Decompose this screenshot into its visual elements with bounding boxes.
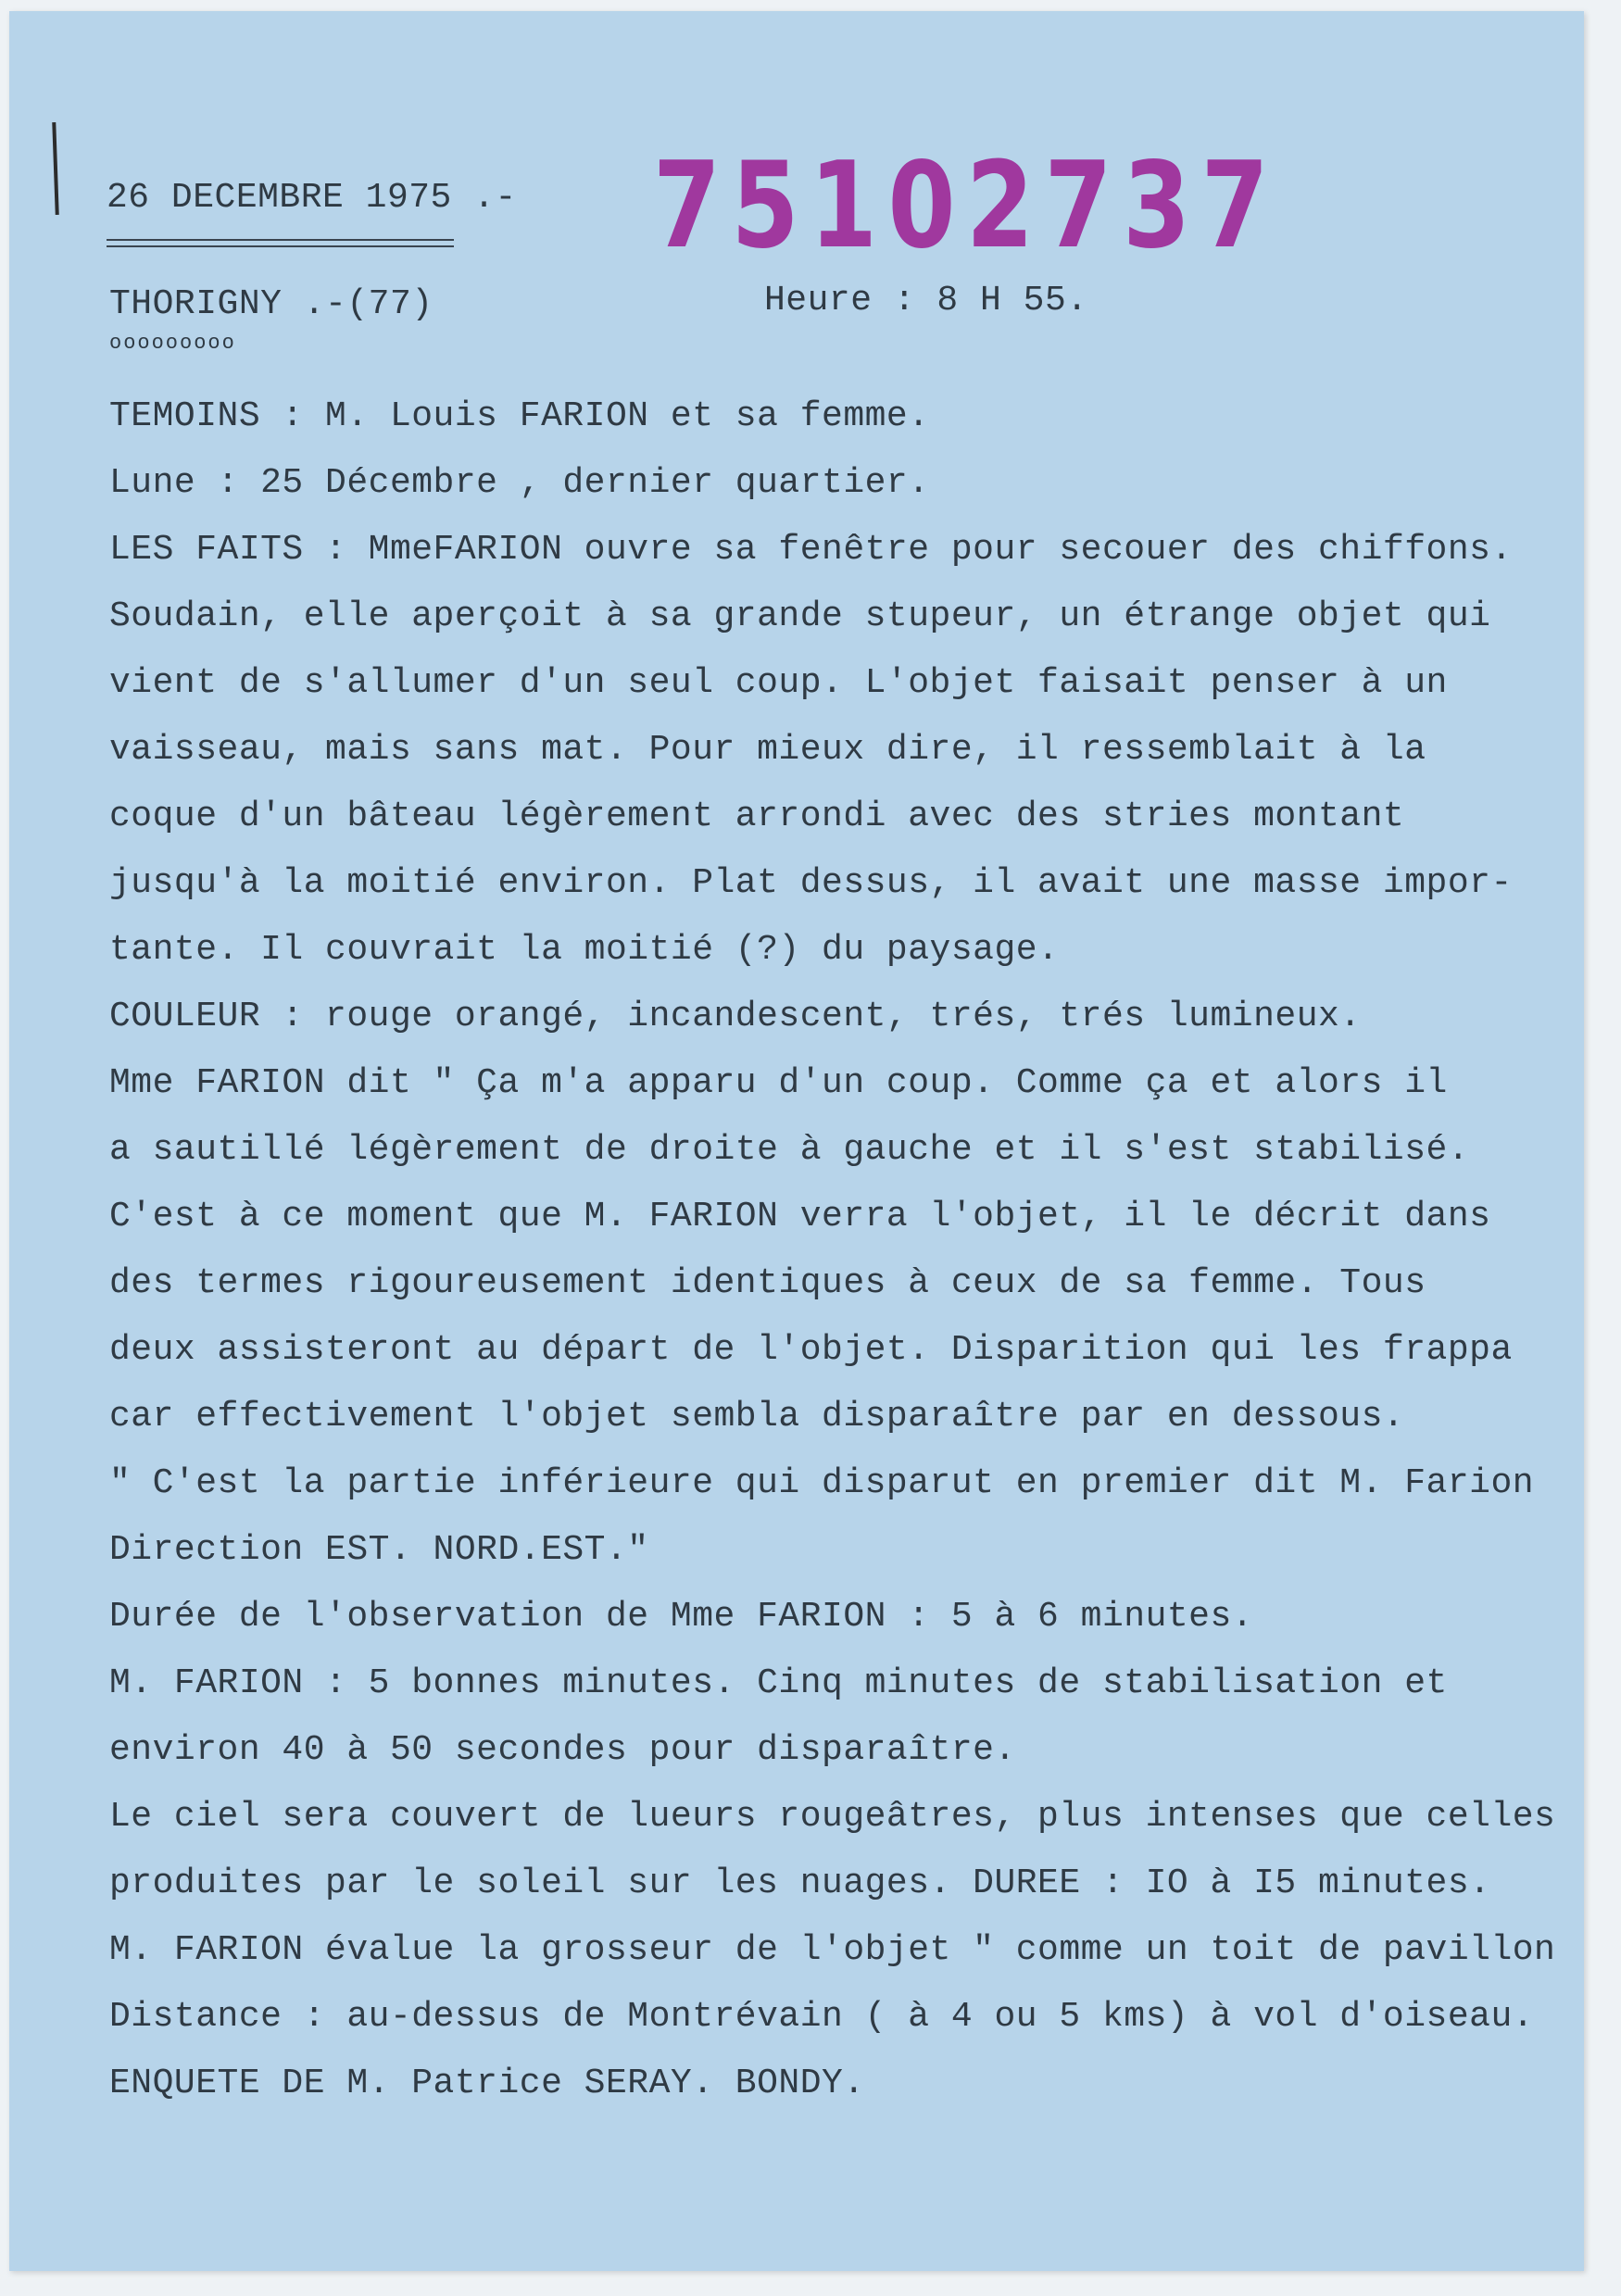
text-line: Direction EST. NORD.EST." xyxy=(109,1530,649,1570)
text-line: " C'est la partie inférieure qui disparut en premier dit M. Farion xyxy=(109,1463,1535,1503)
date-underline-second xyxy=(107,245,454,247)
case-number-stamp: 75102737 xyxy=(653,137,1280,275)
text-line: tante. Il couvrait la moitié (?) du paysage. xyxy=(109,930,1060,970)
location: THORIGNY .-(77) xyxy=(109,284,434,324)
text-line: Le ciel sera couvert de lueurs rougeâtres, plus intenses que celles xyxy=(109,1797,1556,1837)
text-line: C'est à ce moment que M. FARION verra l'objet, il le décrit dans xyxy=(109,1197,1491,1236)
text-line: environ 40 à 50 secondes pour disparaître. xyxy=(109,1730,1016,1770)
text-line: M. FARION : 5 bonnes minutes. Cinq minutes de stabilisation et xyxy=(109,1663,1448,1703)
text-line: vaisseau, mais sans mat. Pour mieux dire, il ressemblait à la xyxy=(109,730,1426,770)
text-line: Distance : au-dessus de Montrévain ( à 4 ou 5 kms) à vol d'oiseau. xyxy=(109,1997,1535,2037)
text-line: Soudain, elle aperçoit à sa grande stupeur, un étrange objet qui xyxy=(109,596,1491,636)
text-line: produites par le soleil sur les nuages. DUREE : IO à I5 minutes. xyxy=(109,1863,1491,1903)
text-line: COULEUR : rouge orangé, incandescent, trés, trés lumineux. xyxy=(109,997,1362,1036)
text-line: ENQUETE DE M. Patrice SERAY. BONDY. xyxy=(109,2064,865,2103)
date-underline xyxy=(107,239,454,241)
text-line: M. FARION évalue la grosseur de l'objet " comme un toit de pavillon xyxy=(109,1930,1556,1970)
text-line: Mme FARION dit " Ça m'a apparu d'un coup. Comme ça et alors il xyxy=(109,1063,1448,1103)
location-underline-circles: ooooooooo xyxy=(109,332,236,355)
text-line: jusqu'à la moitié environ. Plat dessus, il avait une masse impor- xyxy=(109,863,1513,903)
text-line: TEMOINS : M. Louis FARION et sa femme. xyxy=(109,396,930,436)
text-line: coque d'un bâteau légèrement arrondi avec des stries montant xyxy=(109,797,1405,836)
text-line: Lune : 25 Décembre , dernier quartier. xyxy=(109,463,930,503)
text-line: car effectivement l'objet sembla disparaître par en dessous. xyxy=(109,1397,1405,1437)
text-line: vient de s'allumer d'un seul coup. L'objet faisait penser à un xyxy=(109,663,1448,703)
text-line: LES FAITS : MmeFARION ouvre sa fenêtre pour secouer des chiffons. xyxy=(109,530,1513,570)
report-date: 26 DECEMBRE 1975 .- xyxy=(107,178,517,218)
text-line: Durée de l'observation de Mme FARION : 5 à 6 minutes. xyxy=(109,1597,1254,1637)
text-line: a sautillé légèrement de droite à gauche et il s'est stabilisé. xyxy=(109,1130,1470,1170)
text-line: des termes rigoureusement identiques à ceux de sa femme. Tous xyxy=(109,1263,1426,1303)
observation-time: Heure : 8 H 55. xyxy=(764,281,1088,320)
margin-mark xyxy=(52,122,58,215)
text-line: deux assisteront au départ de l'objet. Disparition qui les frappa xyxy=(109,1330,1513,1370)
